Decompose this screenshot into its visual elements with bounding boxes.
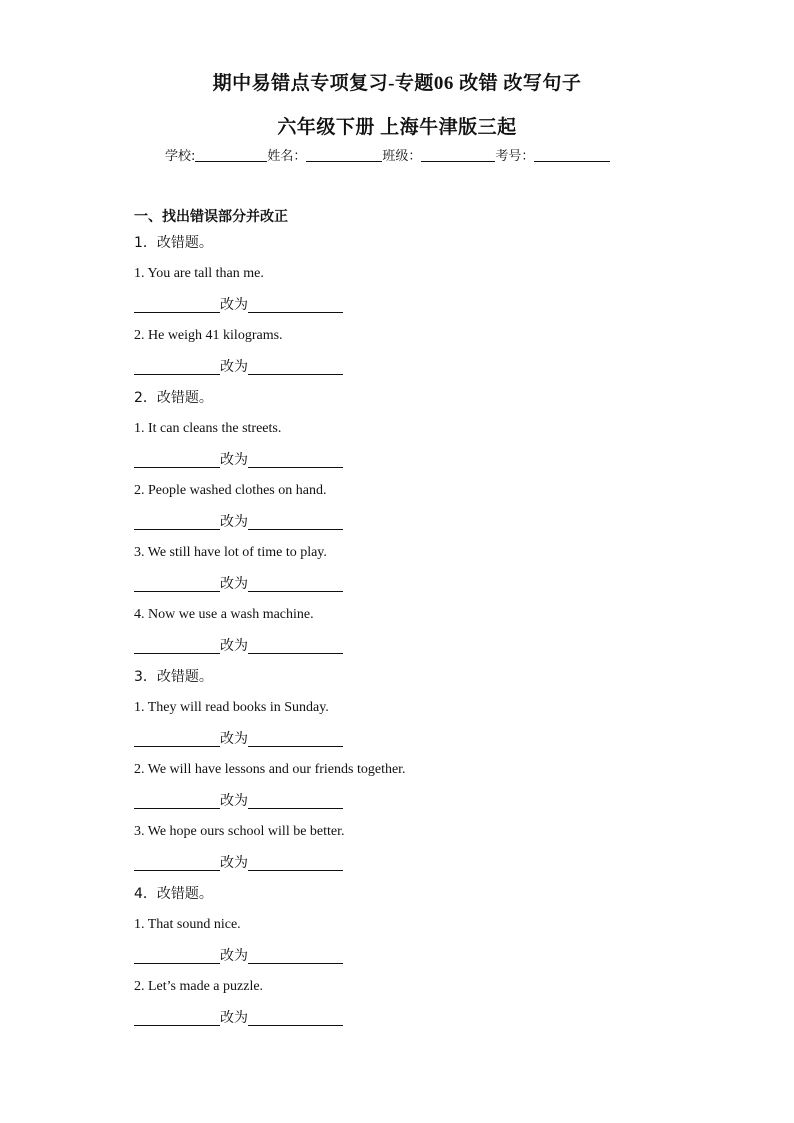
student-info-row <box>165 145 610 164</box>
class-blank[interactable] <box>421 149 495 162</box>
correction-blank[interactable] <box>248 575 343 592</box>
answer-row <box>134 293 694 324</box>
error-blank[interactable] <box>134 296 220 313</box>
question-item: 2. We will have lessons and our friends together. <box>134 762 406 777</box>
change-to-label: 改为 <box>220 731 248 747</box>
class-label: 班级： <box>382 149 422 164</box>
correction-blank[interactable] <box>248 637 343 654</box>
change-to-label: 改为 <box>220 855 248 871</box>
name-label: 姓名： <box>267 149 307 164</box>
error-blank[interactable] <box>134 854 220 871</box>
error-blank[interactable] <box>134 513 220 530</box>
answer-row <box>134 727 694 758</box>
question-item: 2. Let’s made a puzzle. <box>134 979 264 994</box>
correction-blank[interactable] <box>248 1009 343 1026</box>
question-list <box>134 231 694 1037</box>
answer-row <box>134 355 694 386</box>
answer-row <box>134 634 694 665</box>
error-blank[interactable] <box>134 947 220 964</box>
exam-no-blank[interactable] <box>534 149 610 162</box>
question-group-heading: 2．改错题。 <box>134 390 213 406</box>
question-item: 1. It can cleans the streets. <box>134 421 282 436</box>
question-item: 2. People washed clothes on hand. <box>134 483 327 498</box>
school-blank[interactable] <box>195 149 267 162</box>
correction-blank[interactable] <box>248 947 343 964</box>
section-title: 一、找出错误部分并改正 <box>134 209 288 225</box>
question-item: 4. Now we use a wash machine. <box>134 607 314 622</box>
correction-blank[interactable] <box>248 513 343 530</box>
question-item: 1. They will read books in Sunday. <box>134 700 329 715</box>
answer-row <box>134 789 694 820</box>
change-to-label: 改为 <box>220 638 248 654</box>
question-item: 3. We hope ours school will be better. <box>134 824 345 839</box>
change-to-label: 改为 <box>220 514 248 530</box>
change-to-label: 改为 <box>220 948 248 964</box>
question-item: 2. He weigh 41 kilograms. <box>134 328 283 343</box>
error-blank[interactable] <box>134 575 220 592</box>
correction-blank[interactable] <box>248 730 343 747</box>
correction-blank[interactable] <box>248 854 343 871</box>
change-to-label: 改为 <box>220 359 248 375</box>
answer-row <box>134 448 694 479</box>
answer-row <box>134 572 694 603</box>
question-group-heading: 1．改错题。 <box>134 235 213 251</box>
change-to-label: 改为 <box>220 1010 248 1026</box>
error-blank[interactable] <box>134 358 220 375</box>
page-subtitle: 六年级下册 上海牛津版三起 <box>277 117 517 138</box>
correction-blank[interactable] <box>248 451 343 468</box>
correction-blank[interactable] <box>248 296 343 313</box>
error-blank[interactable] <box>134 730 220 747</box>
answer-row <box>134 1006 694 1037</box>
correction-blank[interactable] <box>248 358 343 375</box>
page-title: 期中易错点专项复习-专题06 改错 改写句子 <box>212 73 582 94</box>
error-blank[interactable] <box>134 451 220 468</box>
change-to-label: 改为 <box>220 576 248 592</box>
question-item: 3. We still have lot of time to play. <box>134 545 327 560</box>
change-to-label: 改为 <box>220 793 248 809</box>
exam-no-label: 考号： <box>495 149 535 164</box>
error-blank[interactable] <box>134 792 220 809</box>
question-group-heading: 4．改错题。 <box>134 886 213 902</box>
question-item: 1. You are tall than me. <box>134 266 264 281</box>
school-label: 学校: <box>165 149 196 164</box>
answer-row <box>134 510 694 541</box>
name-blank[interactable] <box>306 149 382 162</box>
error-blank[interactable] <box>134 637 220 654</box>
answer-row <box>134 944 694 975</box>
error-blank[interactable] <box>134 1009 220 1026</box>
correction-blank[interactable] <box>248 792 343 809</box>
answer-row <box>134 851 694 882</box>
change-to-label: 改为 <box>220 452 248 468</box>
question-group-heading: 3．改错题。 <box>134 669 213 685</box>
change-to-label: 改为 <box>220 297 248 313</box>
question-item: 1. That sound nice. <box>134 917 241 932</box>
